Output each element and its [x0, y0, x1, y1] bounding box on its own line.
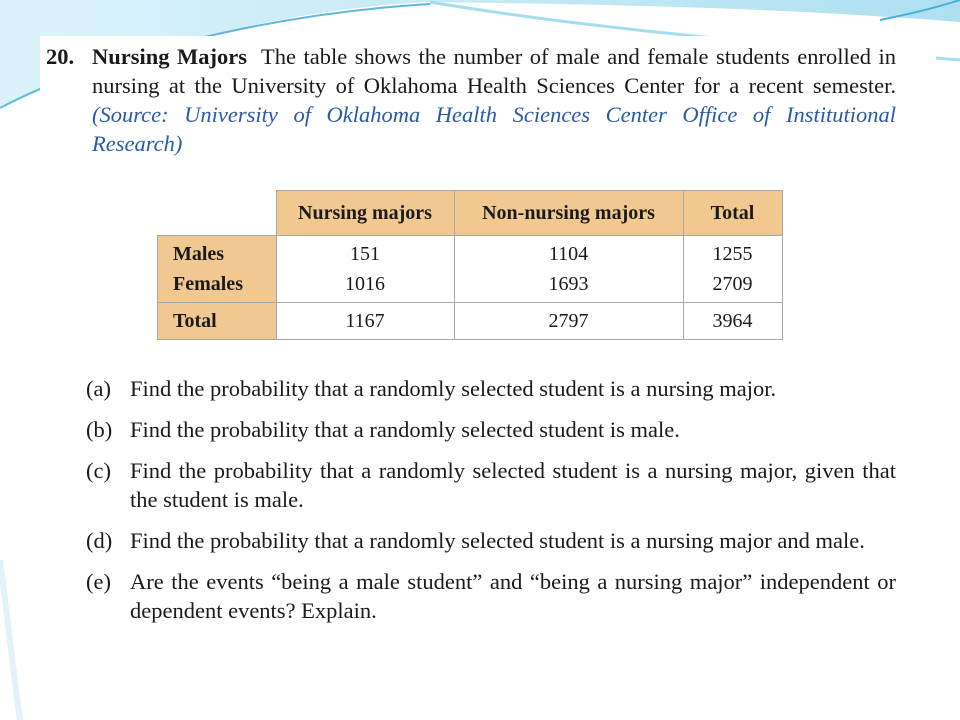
question-b: [86, 415, 896, 444]
cell-non-nursing: [454, 236, 683, 303]
table-corner: [158, 191, 277, 236]
problem-source: (Source: University of Oklahoma Health Sciences Center Office of Institutional Research): [92, 102, 896, 156]
question-letter: (a): [86, 376, 111, 401]
question-list: [86, 374, 896, 637]
table-row-total: [158, 303, 783, 340]
row-label-total: [158, 303, 277, 340]
cell-males-total: 1255: [712, 243, 753, 265]
cell-total-nursing: 1167: [276, 303, 454, 340]
row-label-females: Females: [173, 273, 243, 295]
col-header-nursing: Nursing majors: [276, 191, 454, 236]
question-text: Find the probability that a randomly selected student is male.: [130, 417, 680, 442]
problem-statement: [46, 42, 896, 158]
question-text: Find the probability that a randomly selected student is a nursing major, given that the student is male.: [130, 458, 896, 512]
row-label-males: Males: [173, 243, 225, 265]
question-letter: (c): [86, 458, 111, 483]
col-header-total: Total: [683, 191, 782, 236]
question-text: Find the probability that a randomly selected student is a nursing major and male.: [130, 528, 865, 553]
question-letter: (d): [86, 528, 113, 553]
cell-total: [683, 236, 782, 303]
cell-females-nursing: 1016: [345, 273, 385, 295]
cell-grand-total: 3964: [683, 303, 782, 340]
cell-males-nursing: 151: [350, 243, 380, 265]
cell-total-non-nursing: 2797: [454, 303, 683, 340]
enrollment-table: [157, 190, 783, 340]
problem-number: 20.: [46, 44, 75, 69]
question-letter: (b): [86, 417, 113, 442]
col-header-non-nursing: Non-nursing majors: [454, 191, 683, 236]
question-e: [86, 567, 896, 625]
row-labels: [158, 236, 277, 303]
table-row-males-females: [158, 236, 783, 303]
cell-nursing: [276, 236, 454, 303]
textbook-page: [40, 36, 936, 664]
cell-females-total: 2709: [712, 273, 753, 295]
question-a: [86, 374, 896, 403]
question-letter: (e): [86, 569, 111, 594]
row-label-total-text: Total: [173, 310, 217, 332]
cell-females-non-nursing: 1693: [548, 273, 589, 295]
question-text: Are the events “being a male student” and “being a nursing major” independent or dependent events? Explain.: [130, 569, 896, 623]
problem-text: The table shows the number of male and female students enrolled in nursing at the University of Oklahoma Health Sciences Center for a recent semester.: [92, 44, 896, 98]
problem-title: Nursing Majors: [92, 44, 248, 69]
question-c: [86, 456, 896, 514]
table-header-row: [158, 191, 783, 236]
cell-males-non-nursing: 1104: [548, 243, 589, 265]
question-text: Find the probability that a randomly selected student is a nursing major.: [130, 376, 777, 401]
question-d: [86, 526, 896, 555]
